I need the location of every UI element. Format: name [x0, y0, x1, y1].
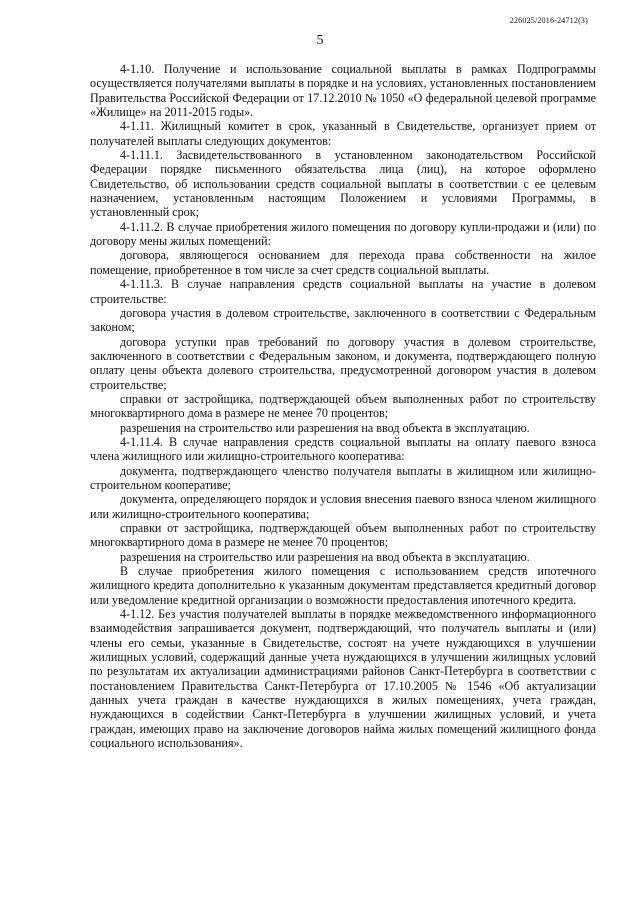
paragraph-purchase-contract: договора, являющегося основанием для перехода права собственности на жилое помещение, приобретенное в том числе за счет средств социальной выплаты. — [90, 248, 596, 277]
paragraph-assignment-contract: договора уступки прав требований по договору участия в долевом строительстве, заключенного в соответствии с Федеральным законом, и документа, подтверждающего полную оплату цены объекта долевого строительства, предусмотренной договором участия в долевом строительстве; — [90, 334, 596, 392]
paragraph-4-1-11: 4-1.11. Жилищный комитет в срок, указанный в Свидетельстве, организует прием от получателей выплаты следующих документов: — [90, 119, 596, 148]
paragraph-membership-document: документа, подтверждающего членство получателя выплаты в жилищном или жилищно-строительном кооперативе; — [90, 463, 596, 492]
paragraph-4-1-10: 4-1.10. Получение и использование социальной выплаты в рамках Подпрограммы осуществляется получателями выплаты в порядке и на условиях, установленных постановлением Правительства Российской Федерации от 17.12.2010 № 1050 «О федеральной целевой программе «Жилище» на 2011-2015 годы». — [90, 62, 596, 120]
paragraph-4-1-11-1: 4-1.11.1. Засвидетельствованного в установленном законодательством Российской Федерации порядке письменного обязательства лица (лиц), на которое оформлено Свидетельство, об использовании средств социальной выплаты в соответствии с ее целевым назначением, установленным настоящим Положением и условиями Программы, в установленный срок; — [90, 148, 596, 220]
paragraph-developer-certificate-2: справки от застройщика, подтверждающей объем выполненных работ по строительству многоквартирного дома в размере не менее 70 процентов; — [90, 521, 596, 550]
paragraph-4-1-11-4: 4-1.11.4. В случае направления средств социальной выплаты на оплату паевого взноса члена жилищного или жилищно-строительного кооператива: — [90, 434, 596, 464]
paragraph-construction-permit-2: разрешения на строительство или разрешения на ввод объекта в эксплуатацию. — [120, 549, 530, 564]
paragraph-mortgage: В случае приобретения жилого помещения с использованием средств ипотечного жилищного кредита дополнительно к указанным документам представляется кредитный договор или уведомление кредитной организации о возможности предоставления ипотечного кредита. — [90, 564, 596, 607]
page-number: 5 — [316, 33, 324, 48]
document-body — [90, 62, 596, 751]
document-registration-number: 226025/2016-24712(3) — [509, 16, 588, 25]
paragraph-developer-certificate: справки от застройщика, подтверждающей объем выполненных работ по строительству многоквартирного дома в размере не менее 70 процентов; — [90, 391, 596, 421]
paragraph-share-contribution-document: документа, определяющего порядок и условия внесения паевого взноса членом жилищного или жилищно-строительного кооператива; — [90, 492, 596, 521]
paragraph-4-1-12: 4-1.12. Без участия получателей выплаты в порядке межведомственного информационного взаимодействия запрашивается документ, подтверждающий, что получатель выплаты и (или) члены его семьи, указанные в Свидетельстве, состоят на учете нуждающихся в улучшении жилищных условий, содержащий данные учета нуждающихся в улучшении жилищных условий по результатам их актуализации администрациями районов Санкт-Петербурга в соответствии с постановлением Правительства Санкт-Петербурга от 17.10.2005 № 1546 «Об актуализации данных учета граждан в качестве нуждающихся в жилых помещениях, учета граждан, нуждающихся в содействии Санкт-Петербурга в улучшении жилищных условий, и учета граждан, имеющих право на заключение договоров найма жилых помещений жилищного фонда социального использования». — [90, 607, 596, 751]
paragraph-4-1-11-2: 4-1.11.2. В случае приобретения жилого помещения по договору купли-продажи и (или) по договору мены жилых помещений: — [90, 219, 596, 249]
paragraph-4-1-11-3: 4-1.11.3. В случае направления средств социальной выплаты на участие в долевом строительстве: — [90, 277, 596, 306]
paragraph-equity-contract: договора участия в долевом строительстве, заключенного в соответствии с Федеральным законом; — [90, 305, 596, 335]
paragraph-construction-permit: разрешения на строительство или разрешения на ввод объекта в эксплуатацию. — [120, 420, 530, 435]
